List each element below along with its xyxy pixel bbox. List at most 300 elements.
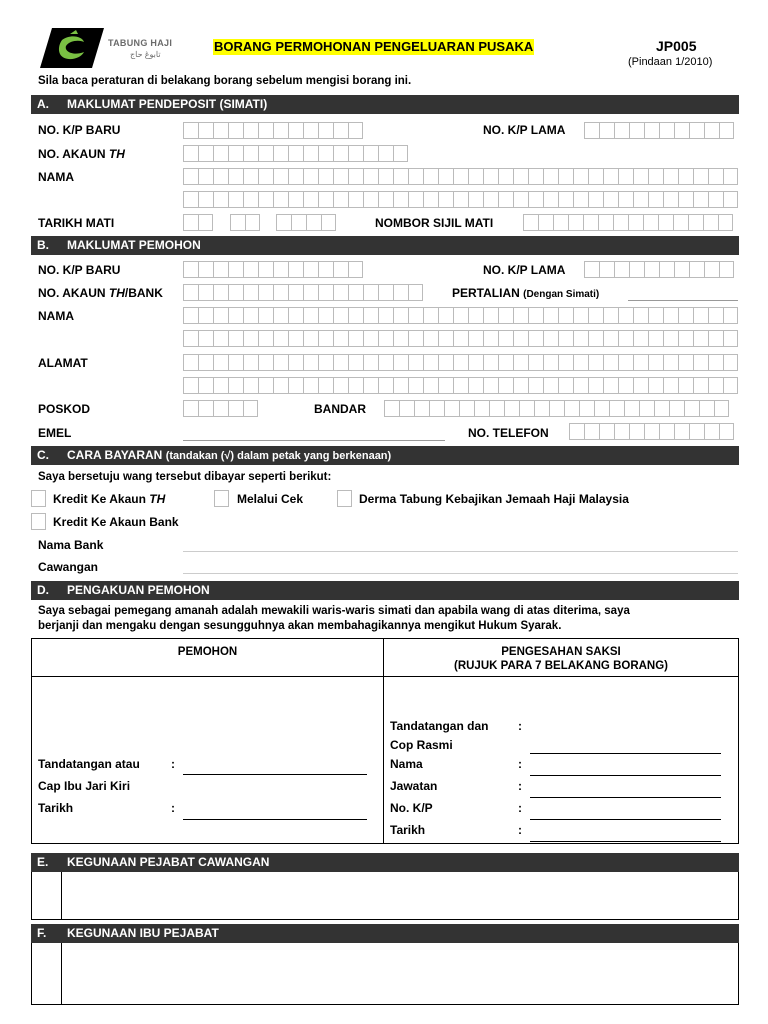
a-nama-input-2[interactable] bbox=[183, 191, 738, 208]
char-box[interactable] bbox=[258, 284, 273, 301]
char-box[interactable] bbox=[644, 423, 659, 440]
b-bandar-input[interactable] bbox=[384, 400, 729, 417]
char-box[interactable] bbox=[573, 168, 588, 185]
char-box[interactable] bbox=[408, 330, 423, 347]
char-box[interactable] bbox=[453, 307, 468, 324]
char-box[interactable] bbox=[603, 377, 618, 394]
char-box[interactable] bbox=[243, 168, 258, 185]
char-box[interactable] bbox=[378, 284, 393, 301]
char-box[interactable] bbox=[303, 330, 318, 347]
char-box[interactable] bbox=[663, 168, 678, 185]
char-box[interactable] bbox=[678, 191, 693, 208]
char-box[interactable] bbox=[719, 122, 734, 139]
char-box[interactable] bbox=[213, 145, 228, 162]
char-box[interactable] bbox=[483, 354, 498, 371]
d-tandatangan-input[interactable] bbox=[183, 774, 367, 775]
char-box[interactable] bbox=[228, 330, 243, 347]
char-box[interactable] bbox=[588, 354, 603, 371]
char-box[interactable] bbox=[438, 377, 453, 394]
char-box[interactable] bbox=[674, 261, 689, 278]
c-kredit-bank-checkbox[interactable] bbox=[31, 513, 46, 530]
char-box[interactable] bbox=[453, 168, 468, 185]
b-poskod-input[interactable] bbox=[183, 400, 258, 417]
char-box[interactable] bbox=[303, 168, 318, 185]
char-box[interactable] bbox=[528, 168, 543, 185]
char-box[interactable] bbox=[213, 377, 228, 394]
char-box[interactable] bbox=[704, 122, 719, 139]
char-box[interactable] bbox=[288, 122, 303, 139]
char-box[interactable] bbox=[414, 400, 429, 417]
char-box[interactable] bbox=[198, 261, 213, 278]
char-box[interactable] bbox=[183, 261, 198, 278]
char-box[interactable] bbox=[243, 377, 258, 394]
a-akaun-input[interactable] bbox=[183, 145, 408, 162]
char-box[interactable] bbox=[243, 191, 258, 208]
char-box[interactable] bbox=[183, 330, 198, 347]
char-box[interactable] bbox=[564, 400, 579, 417]
a-nama-input-1[interactable] bbox=[183, 168, 738, 185]
char-box[interactable] bbox=[408, 307, 423, 324]
b-pertalian-input[interactable] bbox=[628, 300, 738, 301]
char-box[interactable] bbox=[303, 261, 318, 278]
char-box[interactable] bbox=[245, 214, 260, 231]
char-box[interactable] bbox=[384, 400, 399, 417]
char-box[interactable] bbox=[243, 261, 258, 278]
char-box[interactable] bbox=[614, 261, 629, 278]
char-box[interactable] bbox=[704, 261, 719, 278]
char-box[interactable] bbox=[438, 307, 453, 324]
char-box[interactable] bbox=[659, 423, 674, 440]
char-box[interactable] bbox=[628, 214, 643, 231]
char-box[interactable] bbox=[288, 261, 303, 278]
char-box[interactable] bbox=[321, 214, 336, 231]
char-box[interactable] bbox=[393, 168, 408, 185]
char-box[interactable] bbox=[689, 261, 704, 278]
char-box[interactable] bbox=[408, 377, 423, 394]
char-box[interactable] bbox=[438, 330, 453, 347]
char-box[interactable] bbox=[198, 145, 213, 162]
char-box[interactable] bbox=[569, 423, 584, 440]
char-box[interactable] bbox=[513, 377, 528, 394]
char-box[interactable] bbox=[258, 122, 273, 139]
char-box[interactable] bbox=[453, 330, 468, 347]
char-box[interactable] bbox=[423, 168, 438, 185]
char-box[interactable] bbox=[629, 261, 644, 278]
char-box[interactable] bbox=[633, 377, 648, 394]
char-box[interactable] bbox=[258, 261, 273, 278]
b-akaun-input[interactable] bbox=[183, 284, 423, 301]
char-box[interactable] bbox=[708, 354, 723, 371]
char-box[interactable] bbox=[318, 261, 333, 278]
char-box[interactable] bbox=[183, 122, 198, 139]
char-box[interactable] bbox=[318, 354, 333, 371]
char-box[interactable] bbox=[599, 122, 614, 139]
char-box[interactable] bbox=[528, 191, 543, 208]
char-box[interactable] bbox=[198, 354, 213, 371]
char-box[interactable] bbox=[614, 122, 629, 139]
char-box[interactable] bbox=[538, 214, 553, 231]
char-box[interactable] bbox=[378, 307, 393, 324]
char-box[interactable] bbox=[543, 191, 558, 208]
char-box[interactable] bbox=[198, 330, 213, 347]
char-box[interactable] bbox=[678, 330, 693, 347]
char-box[interactable] bbox=[723, 168, 738, 185]
char-box[interactable] bbox=[228, 307, 243, 324]
char-box[interactable] bbox=[438, 168, 453, 185]
char-box[interactable] bbox=[288, 330, 303, 347]
char-box[interactable] bbox=[348, 354, 363, 371]
char-box[interactable] bbox=[273, 261, 288, 278]
char-box[interactable] bbox=[558, 168, 573, 185]
char-box[interactable] bbox=[273, 191, 288, 208]
c-derma-checkbox[interactable] bbox=[337, 490, 352, 507]
char-box[interactable] bbox=[228, 354, 243, 371]
char-box[interactable] bbox=[444, 400, 459, 417]
char-box[interactable] bbox=[498, 191, 513, 208]
char-box[interactable] bbox=[708, 168, 723, 185]
char-box[interactable] bbox=[228, 284, 243, 301]
char-box[interactable] bbox=[273, 307, 288, 324]
char-box[interactable] bbox=[303, 191, 318, 208]
char-box[interactable] bbox=[609, 400, 624, 417]
char-box[interactable] bbox=[663, 191, 678, 208]
char-box[interactable] bbox=[243, 145, 258, 162]
char-box[interactable] bbox=[393, 307, 408, 324]
char-box[interactable] bbox=[558, 307, 573, 324]
char-box[interactable] bbox=[489, 400, 504, 417]
char-box[interactable] bbox=[318, 284, 333, 301]
char-box[interactable] bbox=[258, 377, 273, 394]
section-e-box[interactable] bbox=[31, 872, 739, 920]
char-box[interactable] bbox=[198, 377, 213, 394]
char-box[interactable] bbox=[603, 354, 618, 371]
char-box[interactable] bbox=[348, 377, 363, 394]
char-box[interactable] bbox=[423, 354, 438, 371]
char-box[interactable] bbox=[399, 400, 414, 417]
char-box[interactable] bbox=[333, 145, 348, 162]
char-box[interactable] bbox=[198, 214, 213, 231]
char-box[interactable] bbox=[183, 168, 198, 185]
char-box[interactable] bbox=[483, 168, 498, 185]
char-box[interactable] bbox=[629, 423, 644, 440]
d-tarikh-input[interactable] bbox=[183, 819, 367, 820]
char-box[interactable] bbox=[333, 354, 348, 371]
char-box[interactable] bbox=[276, 214, 291, 231]
char-box[interactable] bbox=[243, 330, 258, 347]
char-box[interactable] bbox=[663, 354, 678, 371]
b-kp-lama-input[interactable] bbox=[584, 261, 734, 278]
char-box[interactable] bbox=[303, 377, 318, 394]
char-box[interactable] bbox=[288, 284, 303, 301]
char-box[interactable] bbox=[303, 145, 318, 162]
a-tarikh-month-input[interactable] bbox=[230, 214, 260, 231]
char-box[interactable] bbox=[639, 400, 654, 417]
char-box[interactable] bbox=[603, 191, 618, 208]
char-box[interactable] bbox=[633, 307, 648, 324]
char-box[interactable] bbox=[333, 377, 348, 394]
char-box[interactable] bbox=[348, 145, 363, 162]
char-box[interactable] bbox=[408, 191, 423, 208]
char-box[interactable] bbox=[288, 354, 303, 371]
char-box[interactable] bbox=[183, 145, 198, 162]
char-box[interactable] bbox=[618, 330, 633, 347]
char-box[interactable] bbox=[603, 307, 618, 324]
char-box[interactable] bbox=[483, 330, 498, 347]
char-box[interactable] bbox=[468, 307, 483, 324]
d-saksi-jawatan-input[interactable] bbox=[530, 797, 721, 798]
char-box[interactable] bbox=[678, 354, 693, 371]
char-box[interactable] bbox=[644, 122, 659, 139]
char-box[interactable] bbox=[378, 191, 393, 208]
char-box[interactable] bbox=[528, 330, 543, 347]
char-box[interactable] bbox=[543, 330, 558, 347]
char-box[interactable] bbox=[288, 307, 303, 324]
char-box[interactable] bbox=[618, 307, 633, 324]
char-box[interactable] bbox=[673, 214, 688, 231]
char-box[interactable] bbox=[348, 191, 363, 208]
char-box[interactable] bbox=[693, 354, 708, 371]
char-box[interactable] bbox=[674, 122, 689, 139]
char-box[interactable] bbox=[703, 214, 718, 231]
char-box[interactable] bbox=[699, 400, 714, 417]
char-box[interactable] bbox=[513, 191, 528, 208]
char-box[interactable] bbox=[663, 377, 678, 394]
char-box[interactable] bbox=[678, 307, 693, 324]
char-box[interactable] bbox=[378, 168, 393, 185]
char-box[interactable] bbox=[258, 145, 273, 162]
char-box[interactable] bbox=[228, 168, 243, 185]
char-box[interactable] bbox=[198, 400, 213, 417]
char-box[interactable] bbox=[333, 191, 348, 208]
char-box[interactable] bbox=[348, 307, 363, 324]
char-box[interactable] bbox=[183, 191, 198, 208]
char-box[interactable] bbox=[558, 377, 573, 394]
char-box[interactable] bbox=[629, 122, 644, 139]
char-box[interactable] bbox=[658, 214, 673, 231]
char-box[interactable] bbox=[648, 354, 663, 371]
char-box[interactable] bbox=[318, 122, 333, 139]
char-box[interactable] bbox=[468, 168, 483, 185]
char-box[interactable] bbox=[393, 145, 408, 162]
char-box[interactable] bbox=[408, 354, 423, 371]
char-box[interactable] bbox=[659, 261, 674, 278]
c-cek-checkbox[interactable] bbox=[214, 490, 229, 507]
char-box[interactable] bbox=[543, 354, 558, 371]
char-box[interactable] bbox=[648, 191, 663, 208]
char-box[interactable] bbox=[599, 423, 614, 440]
char-box[interactable] bbox=[648, 377, 663, 394]
char-box[interactable] bbox=[583, 214, 598, 231]
char-box[interactable] bbox=[704, 423, 719, 440]
char-box[interactable] bbox=[363, 168, 378, 185]
char-box[interactable] bbox=[303, 122, 318, 139]
b-emel-input[interactable] bbox=[183, 440, 445, 441]
char-box[interactable] bbox=[393, 354, 408, 371]
char-box[interactable] bbox=[708, 377, 723, 394]
char-box[interactable] bbox=[498, 354, 513, 371]
char-box[interactable] bbox=[453, 354, 468, 371]
char-box[interactable] bbox=[663, 330, 678, 347]
char-box[interactable] bbox=[558, 191, 573, 208]
char-box[interactable] bbox=[573, 377, 588, 394]
char-box[interactable] bbox=[348, 284, 363, 301]
char-box[interactable] bbox=[213, 284, 228, 301]
char-box[interactable] bbox=[258, 354, 273, 371]
char-box[interactable] bbox=[453, 377, 468, 394]
char-box[interactable] bbox=[584, 261, 599, 278]
char-box[interactable] bbox=[333, 330, 348, 347]
char-box[interactable] bbox=[648, 307, 663, 324]
char-box[interactable] bbox=[303, 284, 318, 301]
char-box[interactable] bbox=[573, 354, 588, 371]
char-box[interactable] bbox=[498, 307, 513, 324]
char-box[interactable] bbox=[504, 400, 519, 417]
char-box[interactable] bbox=[363, 377, 378, 394]
char-box[interactable] bbox=[459, 400, 474, 417]
char-box[interactable] bbox=[573, 307, 588, 324]
char-box[interactable] bbox=[633, 191, 648, 208]
char-box[interactable] bbox=[291, 214, 306, 231]
char-box[interactable] bbox=[693, 191, 708, 208]
char-box[interactable] bbox=[708, 330, 723, 347]
b-kp-baru-input[interactable] bbox=[183, 261, 363, 278]
char-box[interactable] bbox=[318, 168, 333, 185]
char-box[interactable] bbox=[303, 307, 318, 324]
char-box[interactable] bbox=[213, 261, 228, 278]
char-box[interactable] bbox=[183, 214, 198, 231]
char-box[interactable] bbox=[378, 377, 393, 394]
char-box[interactable] bbox=[648, 168, 663, 185]
char-box[interactable] bbox=[423, 330, 438, 347]
char-box[interactable] bbox=[408, 284, 423, 301]
char-box[interactable] bbox=[198, 191, 213, 208]
d-saksi-kp-input[interactable] bbox=[530, 819, 721, 820]
char-box[interactable] bbox=[624, 400, 639, 417]
char-box[interactable] bbox=[588, 307, 603, 324]
char-box[interactable] bbox=[318, 330, 333, 347]
char-box[interactable] bbox=[213, 400, 228, 417]
char-box[interactable] bbox=[719, 261, 734, 278]
char-box[interactable] bbox=[273, 354, 288, 371]
b-telefon-input[interactable] bbox=[569, 423, 734, 440]
char-box[interactable] bbox=[719, 423, 734, 440]
char-box[interactable] bbox=[258, 191, 273, 208]
char-box[interactable] bbox=[230, 214, 245, 231]
char-box[interactable] bbox=[498, 377, 513, 394]
char-box[interactable] bbox=[689, 122, 704, 139]
c-kredit-th-checkbox[interactable] bbox=[31, 490, 46, 507]
char-box[interactable] bbox=[718, 214, 733, 231]
char-box[interactable] bbox=[468, 191, 483, 208]
a-kp-lama-input[interactable] bbox=[584, 122, 734, 139]
char-box[interactable] bbox=[303, 354, 318, 371]
char-box[interactable] bbox=[669, 400, 684, 417]
char-box[interactable] bbox=[513, 168, 528, 185]
char-box[interactable] bbox=[258, 168, 273, 185]
char-box[interactable] bbox=[708, 307, 723, 324]
char-box[interactable] bbox=[213, 122, 228, 139]
char-box[interactable] bbox=[513, 330, 528, 347]
char-box[interactable] bbox=[648, 330, 663, 347]
char-box[interactable] bbox=[333, 307, 348, 324]
char-box[interactable] bbox=[714, 400, 729, 417]
char-box[interactable] bbox=[468, 354, 483, 371]
char-box[interactable] bbox=[663, 307, 678, 324]
char-box[interactable] bbox=[528, 354, 543, 371]
char-box[interactable] bbox=[288, 145, 303, 162]
char-box[interactable] bbox=[579, 400, 594, 417]
char-box[interactable] bbox=[183, 400, 198, 417]
char-box[interactable] bbox=[393, 191, 408, 208]
char-box[interactable] bbox=[243, 307, 258, 324]
char-box[interactable] bbox=[558, 354, 573, 371]
char-box[interactable] bbox=[198, 122, 213, 139]
char-box[interactable] bbox=[183, 377, 198, 394]
char-box[interactable] bbox=[318, 307, 333, 324]
char-box[interactable] bbox=[228, 400, 243, 417]
char-box[interactable] bbox=[378, 145, 393, 162]
char-box[interactable] bbox=[534, 400, 549, 417]
char-box[interactable] bbox=[693, 377, 708, 394]
c-cawangan-input[interactable] bbox=[183, 573, 738, 574]
char-box[interactable] bbox=[288, 191, 303, 208]
char-box[interactable] bbox=[483, 377, 498, 394]
char-box[interactable] bbox=[528, 377, 543, 394]
char-box[interactable] bbox=[633, 168, 648, 185]
char-box[interactable] bbox=[243, 400, 258, 417]
char-box[interactable] bbox=[288, 377, 303, 394]
a-kp-baru-input[interactable] bbox=[183, 122, 363, 139]
char-box[interactable] bbox=[594, 400, 609, 417]
char-box[interactable] bbox=[723, 377, 738, 394]
char-box[interactable] bbox=[228, 145, 243, 162]
char-box[interactable] bbox=[644, 261, 659, 278]
char-box[interactable] bbox=[633, 354, 648, 371]
char-box[interactable] bbox=[198, 168, 213, 185]
char-box[interactable] bbox=[408, 168, 423, 185]
char-box[interactable] bbox=[684, 400, 699, 417]
char-box[interactable] bbox=[523, 214, 538, 231]
char-box[interactable] bbox=[213, 330, 228, 347]
char-box[interactable] bbox=[273, 122, 288, 139]
char-box[interactable] bbox=[528, 307, 543, 324]
section-f-box[interactable] bbox=[31, 943, 739, 1005]
char-box[interactable] bbox=[613, 214, 628, 231]
char-box[interactable] bbox=[603, 168, 618, 185]
char-box[interactable] bbox=[318, 377, 333, 394]
char-box[interactable] bbox=[363, 307, 378, 324]
char-box[interactable] bbox=[513, 307, 528, 324]
char-box[interactable] bbox=[438, 354, 453, 371]
char-box[interactable] bbox=[363, 330, 378, 347]
char-box[interactable] bbox=[288, 168, 303, 185]
char-box[interactable] bbox=[723, 307, 738, 324]
char-box[interactable] bbox=[378, 354, 393, 371]
d-saksi-nama-input[interactable] bbox=[530, 775, 721, 776]
char-box[interactable] bbox=[688, 214, 703, 231]
char-box[interactable] bbox=[723, 354, 738, 371]
b-nama-input-2[interactable] bbox=[183, 330, 738, 347]
char-box[interactable] bbox=[273, 330, 288, 347]
b-alamat-input-2[interactable] bbox=[183, 377, 738, 394]
char-box[interactable] bbox=[183, 284, 198, 301]
char-box[interactable] bbox=[348, 261, 363, 278]
char-box[interactable] bbox=[363, 145, 378, 162]
char-box[interactable] bbox=[228, 122, 243, 139]
char-box[interactable] bbox=[723, 191, 738, 208]
char-box[interactable] bbox=[513, 354, 528, 371]
a-tarikh-year-input[interactable] bbox=[276, 214, 336, 231]
